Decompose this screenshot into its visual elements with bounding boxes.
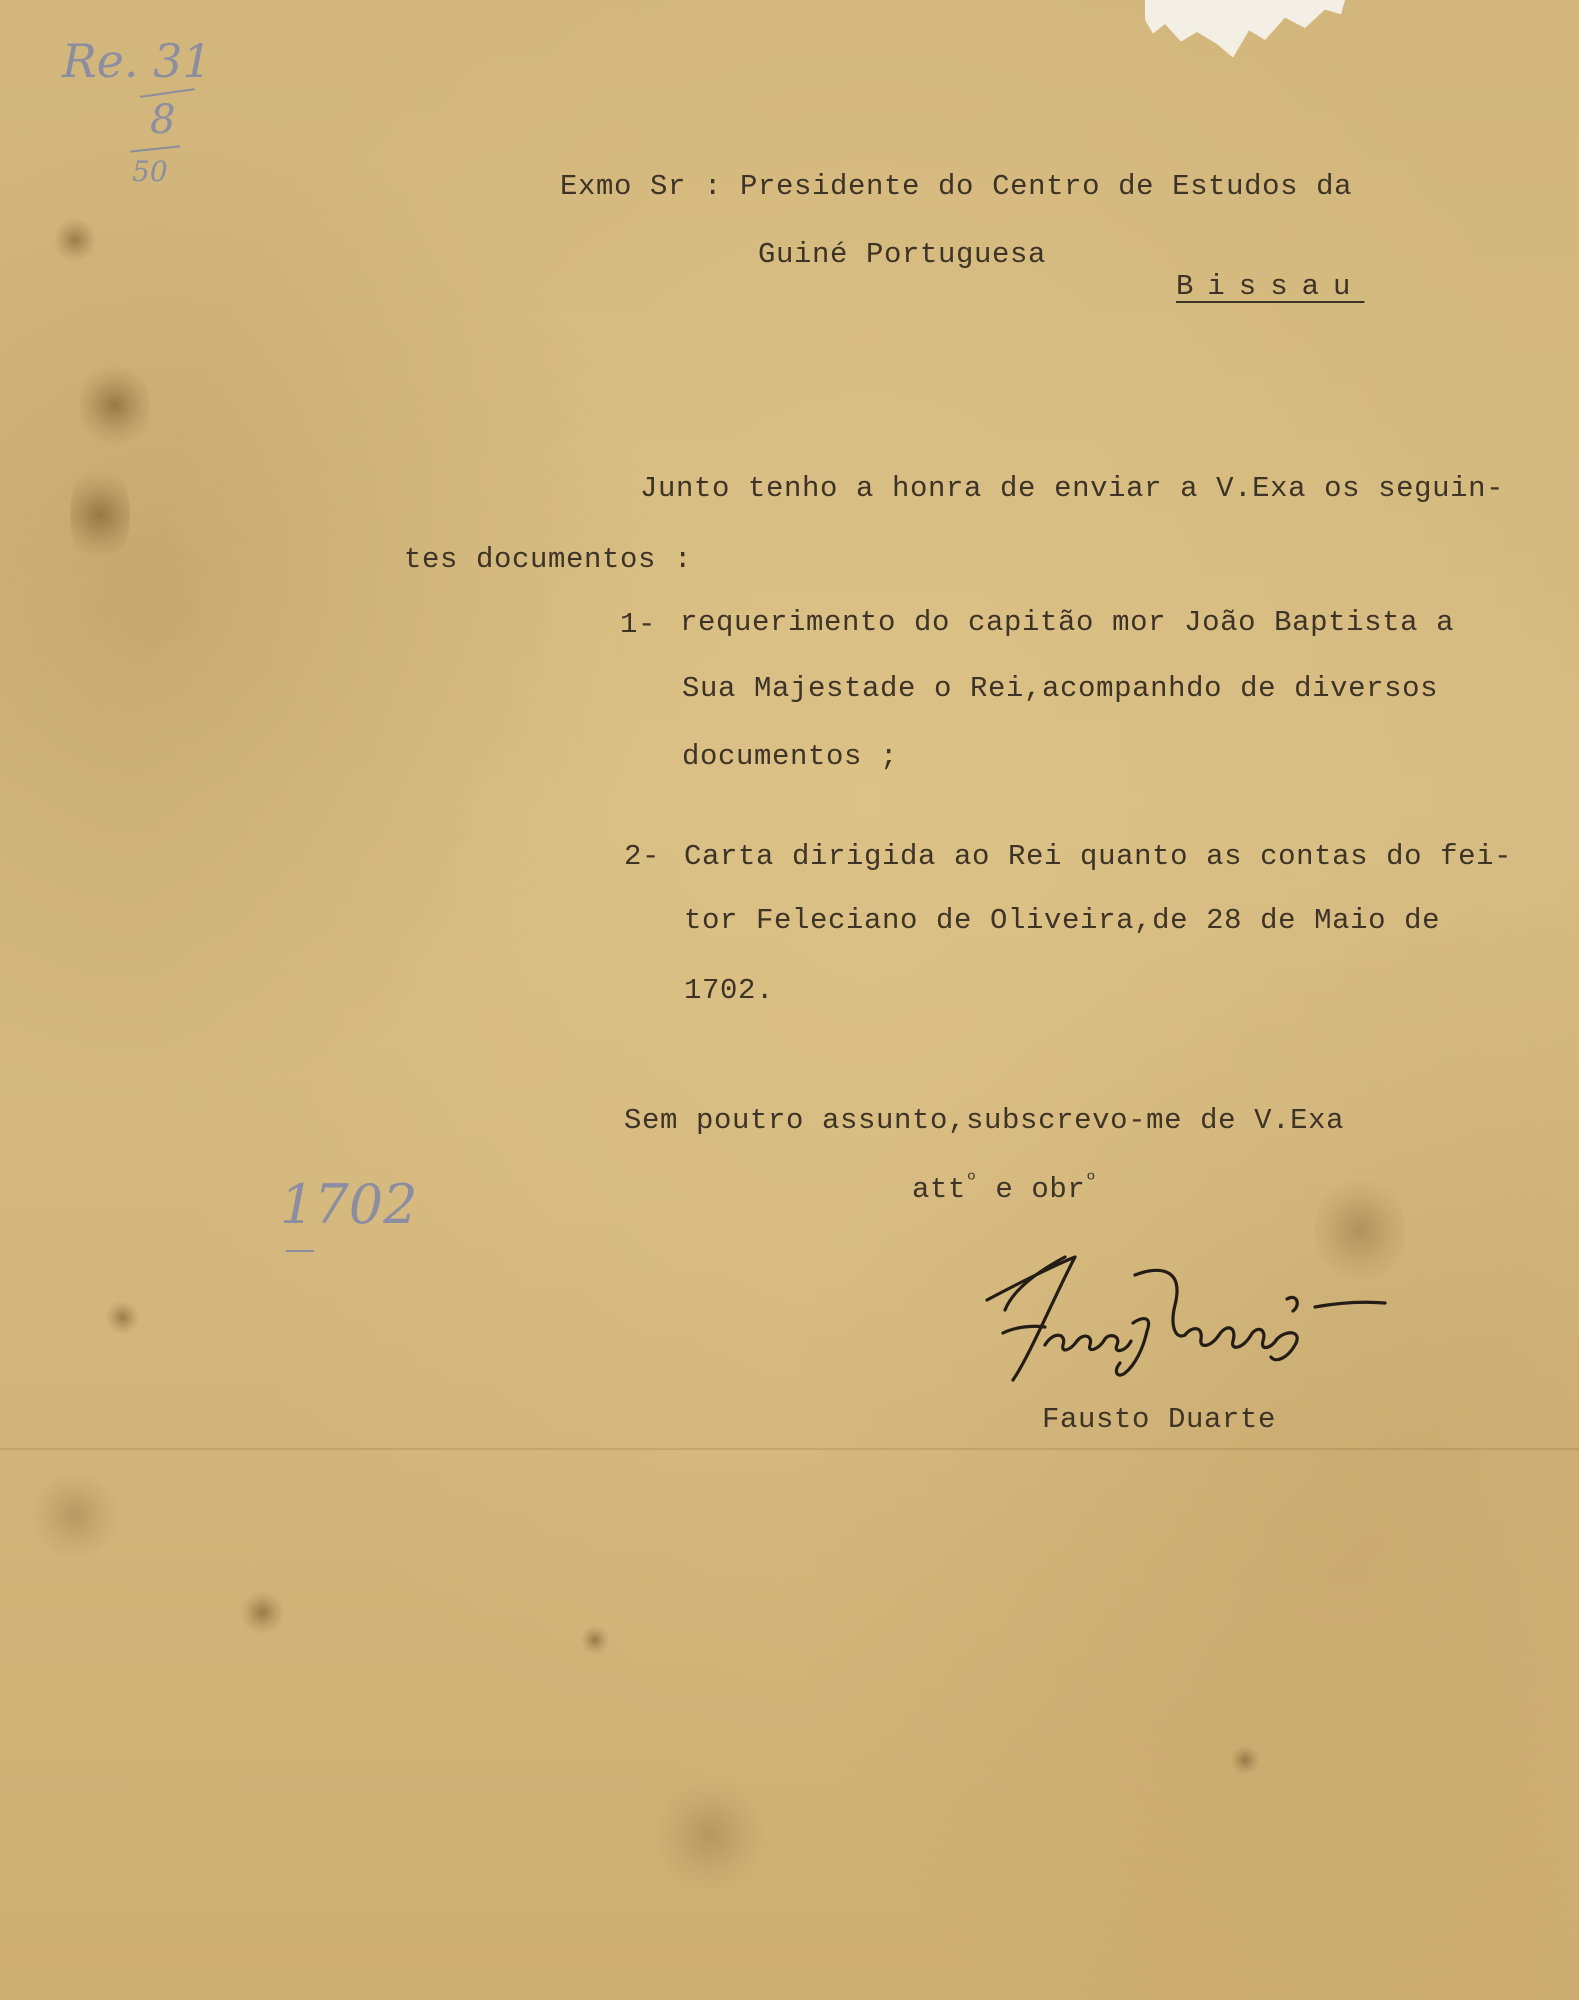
stain-spot bbox=[580, 1625, 610, 1655]
year-note: 1702 bbox=[280, 1173, 418, 1236]
closing-att-ordinal: º bbox=[966, 1171, 978, 1191]
reference-underline bbox=[130, 145, 180, 152]
closing-line-1: Sem poutro assunto,subscrevo-me de V.Exa bbox=[624, 1104, 1345, 1137]
item-1-number: 1- bbox=[620, 608, 657, 641]
stain-spot bbox=[80, 360, 150, 450]
reference-note-bottom: 50 bbox=[132, 155, 168, 188]
item-2-number: 2- bbox=[624, 840, 661, 873]
closing-obr: e obr bbox=[977, 1173, 1086, 1206]
reference-note-top: Re. 31 bbox=[62, 34, 212, 88]
torn-corner bbox=[1145, 0, 1345, 80]
item-2-line-3: 1702. bbox=[684, 974, 775, 1007]
address-line-1: Exmo Sr : Presidente do Centro de Estudos da bbox=[560, 170, 1353, 203]
closing-obr-ordinal: º bbox=[1085, 1171, 1097, 1191]
closing-att: att bbox=[912, 1173, 967, 1206]
address-city: Bissau bbox=[1176, 270, 1365, 303]
signer-name: Fausto Duarte bbox=[1042, 1403, 1277, 1436]
handwritten-signature bbox=[975, 1245, 1430, 1395]
item-1-line-1: requerimento do capitão mor João Baptista a bbox=[680, 606, 1455, 639]
closing-line-2 bbox=[912, 1172, 1097, 1204]
stain-spot bbox=[240, 1590, 285, 1635]
address-line-2: Guiné Portuguesa bbox=[758, 238, 1047, 271]
stain-spot bbox=[70, 460, 130, 570]
stain-spot bbox=[55, 215, 95, 265]
item-2-line-2: tor Feleciano de Oliveira,de 28 de Maio de bbox=[684, 904, 1441, 937]
intro-line-1: Junto tenho a honra de enviar a V.Exa os seguin- bbox=[640, 472, 1505, 505]
item-1-line-2: Sua Majestade o Rei,acompanhdo de diversos bbox=[682, 672, 1439, 705]
stain-spot bbox=[30, 1470, 120, 1560]
stain-spot bbox=[105, 1300, 140, 1335]
stain-spot bbox=[650, 1780, 770, 1890]
item-1-line-3: documentos ; bbox=[682, 740, 899, 773]
intro-line-2: tes documentos : bbox=[404, 543, 693, 576]
reference-note-mid: 8 bbox=[150, 97, 176, 143]
year-note-underline bbox=[286, 1250, 314, 1252]
paper-fold-line bbox=[0, 1448, 1579, 1450]
item-2-line-1: Carta dirigida ao Rei quanto as contas do fei- bbox=[684, 840, 1513, 873]
stain-spot bbox=[1230, 1745, 1260, 1775]
